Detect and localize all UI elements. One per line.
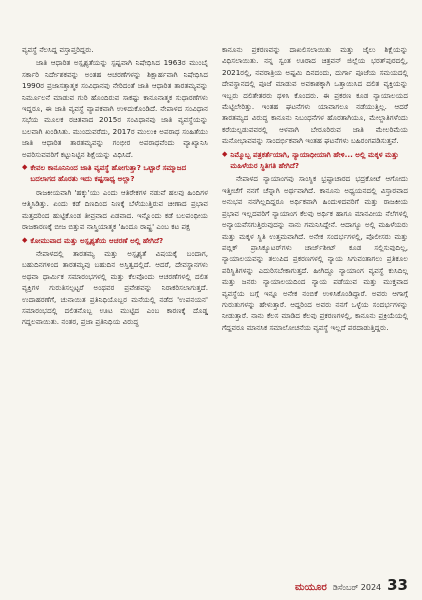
question-heading: [22, 235, 208, 246]
paragraph: ಜಾತಿ ಆಧಾರಿತ ಅಸ್ಪೃಶ್ಯತೆಯನ್ನು ಸ್ಪಷ್ಟವಾಗಿ ನಿಷೇಧಿಸಿದ 1963ರ ಮುಂಬೈ ಸರ್ಕಾರಿ ನಿರ್ದೇಶಕವನ್ನು ಅಂತಹ ಆಚರಣೆಗಳನ್ನು ಶಿಕ್ಷಾರ್ಹವಾಗಿ ನಿಷೇಧಿಸಿದ 1990ರ ಪ್ರಜಾಸತ್ತಾತ್ಮಕ ಸಂವಿಧಾನವು ನೇರಿದಂತೆ ಜಾತಿ ಆಧಾರಿತ ತಾರತಮ್ಯವನ್ನು ನಿರ್ಮೂಲನೆ ಮಾಡುವ ಗುರಿ ಹೊಂದಿರುವ ಸಾಕಷ್ಟು ಕಾನೂನಾತ್ಮಕ ಸುಧಾರಣೆಗಳು ಇದ್ದರೂ, ಈ ಜಾತಿ ವ್ಯವಸ್ಥೆ ವ್ಯಾಪಕವಾಗಿ ಉಳಿದುಕೊಂಡಿದೆ. ನೇಪಾಳದ ಸಂವಿಧಾನ ಸಭೆಯ ಮೂಲಕ ರಚಿತವಾದ 2015ರ ಸಂವಿಧಾನವು ಜಾತಿ ವ್ಯವಸ್ಥೆಯನ್ನು ಬಲವಾಗಿ ಖಂಡಿಸಿತು. ಮುಂದುವರೆದು, 2017ರ ಮುಲುಕಿ ಅಪರಾಧ ಸಂಹಿತೆಯು ಜಾತಿ ಆಧಾರಿತ ತಾರತಮ್ಯವನ್ನು ಗಂಭೀರ ಅಪರಾಧವೆಂದು ವ್ಯಾಖ್ಯಾನಿಸಿ ಅಪರಿಸುವವರಿಗೆ ಕಟ್ಟುನಿಟ್ಟಿನ ಶಿಕ್ಷೆಯನ್ನು ವಿಧಿಸಿದೆ.: [22, 58, 208, 159]
question-text: ಕೇವಲ ಕಾನೂನಿನಿಂದ ಜಾತಿ ವ್ಯವಸ್ಥೆ ಹೋಗುತ್ತಾ? ಒಟ್ಟಾರೆ ಸಮ್ಮಾಜದ ಬದಲಾಗದ ಹೊರತು ಇದು ಕಷ್ಟಸಾಧ್ಯ ಅಲ್ಲಾ?: [30, 163, 187, 184]
page-footer: [295, 576, 408, 594]
left-column: [22, 44, 208, 566]
question-heading: [222, 149, 408, 172]
diamond-bullet-icon: ◆: [22, 235, 28, 244]
right-column: [222, 44, 408, 566]
question-heading: [22, 162, 208, 185]
question-text: ನಿಮ್ಮೊಬ್ಬ ಪತ್ರಕರ್ತೆಯಾಗಿ, ನ್ಯಾಯಾಧೀಯಾಗಿ ಹೇಳಿ... ಅಲ್ಲಿ ಮಕ್ಕಳ ಮತ್ತು ಮಹಿಳೆಯರ ಸ್ಥಿತಿಗತಿ ಹೇಗಿದೆ?: [230, 149, 399, 171]
page-number: 33: [387, 576, 408, 594]
diamond-bullet-icon: ◆: [222, 149, 228, 158]
paragraph: ವ್ಯವಸ್ಥೆ ನೆಲಸಿದ್ದ ವಸ್ತಾಪ್ತರಿದ್ದರು.: [22, 45, 94, 54]
question-text: ಕೋಮುವಾದ ಮತ್ತು ಅಸ್ಪೃಶ್ಯತೆಯ ಆಚರಣೆ ಅಲ್ಲಿ ಹೇಗಿದೆ?: [30, 235, 164, 245]
paragraph: ನೇಪಾಳದಲ್ಲಿ ತಾರತಮ್ಯ ಮತ್ತು ಅಸ್ಪೃಶ್ಯತೆ ವಿಷಯಕ್ಕೆ ಬಂದಾಗ, ಬಹುದಿನಗಳಿಂದ ತಾರತಮ್ಯವು ಬಹುದಿನ ಅಸ್ತಿತ್ವದಲ್ಲಿದೆ. ಆದರೆ, ದೇವಸ್ಥಾನಗಳು ಅಥವಾ ಧಾರ್ಮಿಕ ಸಮಾರಂಭಗಳಲ್ಲಿ ಮತ್ತು ಕೆಲವೊಂದು ಆಚರಣೆಗಳಲ್ಲಿ ದಲಿತ ವ್ಯಕ್ತಿಗಳ ಗುರುತಿಸಲ್ಪಟ್ಟರೆ ಅಂಥವರ ಪ್ರವೇಶವನ್ನು ನಿರಾಕರಿಸಲಾಗುತ್ತದೆ. ಉದಾಹರಣೆಗೆ, ಚುನಾಯಿತ ಪ್ರತಿನಿಧಿಯೊಬ್ಬರ ಮನೆಯಲ್ಲಿ ನಡೆದ 'ಉಪನಯನ' ಸಮಾರಂಭದಲ್ಲಿ ದಲಿತನೊಬ್ಬ ಊಟ ಮುಟ್ಟಿದ ಎಂಬ ಕಾರಣಕ್ಕೆ ದೊಡ್ಡ ಗದ್ದಲವಾಯಿತು. ನಂತರ, ಪ್ರಜಾ ಪ್ರತಿನಿಧಿಯ ವಿರುದ್ಧ: [22, 248, 208, 327]
issue-date: ಡಿಸೆಂಬರ್ 2024: [332, 583, 382, 592]
magazine-logo: ಮಯೂರ: [294, 582, 327, 593]
paragraph: ರಾಜಕೀಯವಾಗಿ 'ಹಕ್ಕು'ಯು ಎಂದು ಆತಿರೇಕಗಳ ನಡುವೆ ಹಲವು ಹಿಂದಿಗಳ ಆತ್ಮಿಸಿಡಿತ್ತು. ಏಂದು ಕಡೆ ದಿಣದಿಂದ ನಿಣಕ್ಕೆ ಬೆಳೆಯುತ್ತಿರುವ ಚೀಣಾದ ಪ್ರಭಾವ ಮತ್ತದರಿಂದ ಹುಟ್ಟಿಕೊಂಡ ತೀವ್ರವಾದ ಏಡವಾದ. ಇನ್ನೊಂದು ಕಡೆ ಬಲಪಂಥೀಯ ರಾಜಕಾರಣಕ್ಕೆ ಬೀಜ ಬಿತ್ತುವ ನಾಸ್ತ್ರಿಯಾತ್ಮಕ 'ಹಿಂದೂ ರಾಷ್ಟ್ರ' ಎಂಬ ಕಟ ಪಕ್ಷ: [22, 187, 208, 232]
diamond-bullet-icon: ◆: [22, 163, 28, 172]
paragraph: ಕಾನೂನು ಪ್ರಕರಣವನ್ನು ದಾಖಲಿಸಲಾಯಿತು ಮತ್ತು ಜೈಲು ಶಿಕ್ಷೆಯನ್ನು ವಿಧಿಸಲಾಯಿತು. ನನ್ನ ಸ್ವಂತ ಊರಾದ ಚಿತ್ರವನ್ ಜಿಲ್ಲೆಯ ಭರತ್‌ಪುರದಲ್ಲಿ, 2021ರಲ್ಲಿ, ನವರಾತ್ರಿಯ ಅಷ್ಟಮಿ ದಿನದಂದು, ದುರ್ಗಾ ಪೂಜೆಯ ಸಮಯದಲ್ಲಿ ದೇವಸ್ಥಾನದಲ್ಲಿ ಪೂಜೆ ಮಾಡುವ ಅವಕಾಶಕ್ಕಾಗಿ ಒತ್ತಾಯಿಸಿದ ದಲಿತ ವ್ಯಕ್ತಿಯನ್ನು ಇಬ್ಬರು ದಲಿತೇತರರು ಥಳಿಸಿ ಕೊಂದರು. ಈ ಪ್ರಕರಣ ಕೂಡ ನ್ಯಾಯಾಲಯದ ಮೆಟ್ಟಿಲೇರಿತ್ತು. ಇಂತಹ ಘಟನೆಗಳು ಯಾವಾಗಲೂ ನಡೆಯುತ್ತಿಲ್ಲ. ಆದರೆ ತಾರತಮ್ಯದ ವಿರುದ್ಧ ಕಾನೂನು ನಿಬಂಧನೆಗಳ ಹೊರತಾಗಿಯೂ, ಮೇಲ್ಜಾತಿಗಳೆಂದು ಕರೆಯಲ್ಪಡುವವರಲ್ಲಿ ಆಳವಾಗಿ ಬೇರೂರಿರುವ ಜಾತಿ ಮೇಲರಿಮೆಯ ಮನೋಭಾವವನ್ನು ಸಾಂದರ್ಭಿಕವಾಗಿ ಇಂತಹ ಘಟನೆಗಳು ಬಹಿರಂಗಪಡಿಸುತ್ತವೆ.: [222, 45, 408, 146]
paragraph: ನೇಪಾಳದ ನ್ಯಾಯಾಂಗವು ಸಾಂಸ್ಥಿಕ ಭ್ರಷ್ಟಾಚಾರದ ಭದ್ರಕೋಟೆ ಆಗೋದು ಇತ್ತೀಚೆಗೆ ನನಗೆ ಚೆನ್ನಾಗಿ ಅರ್ಥವಾಗಿದೆ. ಕಾನೂನು ಅಧ್ಯಯನದಲ್ಲಿ ವಿಸ್ತಾರವಾದ ಅನುಭವ ನನಗಿಲ್ಲದಿದ್ದರೂ ಅರ್ಥಿಕವಾಗಿ ಹಿಂದುಳಿದವರಿಗೆ ಮತ್ತು ರಾಜಕೀಯ ಪ್ರಭಾವ ಇಲ್ಲದವರಿಗೆ ನ್ಯಾಯಾಂಗ ಕೆಲವು ಅರ್ಥಿಕ ಹಾಗೂ ಮಾನವೀಯ ನೆಲೆಗಳಲ್ಲಿ ಅನ್ಯಾಯವೆಸಗುತ್ತಿರುವುದನ್ನು ನಾನು ಗಮನಿಸಿದ್ದೇನೆ. ಆದಾಗ್ಯೂ ಅಲ್ಲಿ ಮಹಿಳೆಯರು ಮತ್ತು ಮಕ್ಕಳ ಸ್ಥಿತಿ ಉತ್ತಮವಾಗಿದೆ. ಅನೇಕ ಸಂದರ್ಭಗಳಲ್ಲಿ, ಪೊಲೀಸರು ಮತ್ತು ಪಬ್ಲಿಕ್ ಪ್ರಾಸಿಕ್ಯೂಟರ್‌ಗಳು ಚಾರ್ಜ್‌ಶೀಟ್ ಕೂಡ ಸಲ್ಲಿಸುವುದಿಲ್ಲ, ನ್ಯಾಯಾಲಯವನ್ನು ತಲುಪಿದ ಪ್ರಕರಣಗಳಲ್ಲಿ ನ್ಯಾಯ ಸಿಗುವಂತಾಗಲು ಪ್ರತಿಕೂಲ ಪರಿಸ್ಥಿತಿಗಳನ್ನು ಎದುರಿಸಬೇಕಾಗುತ್ತದೆ. ಹೀಗಿದ್ದೂ ನ್ಯಾಯಾಂಗ ವ್ಯವಸ್ಥೆ ಕುಸಿದಿಲ್ಲ ಮತ್ತು ಜನರು ನ್ಯಾಯಾಲಯದಿಂದ ನ್ಯಾಯ ಪಡೆಯುವ ಮತ್ತು ಮುಕ್ತವಾದ ವ್ಯವಸ್ಥೆಯ ಬಗ್ಗೆ ಇನ್ನೂ ಅನೇಕ ನಂಬಿಕೆ ಉಳಿಸಿಕೊಂಡಿದ್ದಾರೆ. ಅವರು ಆಗಾಗ್ಗೆ ಗುರುತುಗಳನ್ನು ಹೇಳುತ್ತಾರೆ. ಆದ್ದರಿಂದ ಅವರು ನನಗೆ ಒಳ್ಳೆಯ ಸಂದರ್ಭಗಳನ್ನು ನೀಡುತ್ತಾರೆ. ನಾನು ಕೆಲಸ ಮಾಡಿದ ಕೆಲವು ಪ್ರಕರಣಗಳಲ್ಲಿ, ಕಾನೂನು ಪ್ರಕ್ರಿಯೆಯಲ್ಲಿ ಗೆದ್ದವರೂ ಮಾನಸಿಕ ಸಮಾಲೋಚನೆಯ ವ್ಯವಸ್ಥೆ ಇಲ್ಲದೆ ಪರದಾಡುತ್ತಿದ್ದರು.: [222, 174, 408, 332]
